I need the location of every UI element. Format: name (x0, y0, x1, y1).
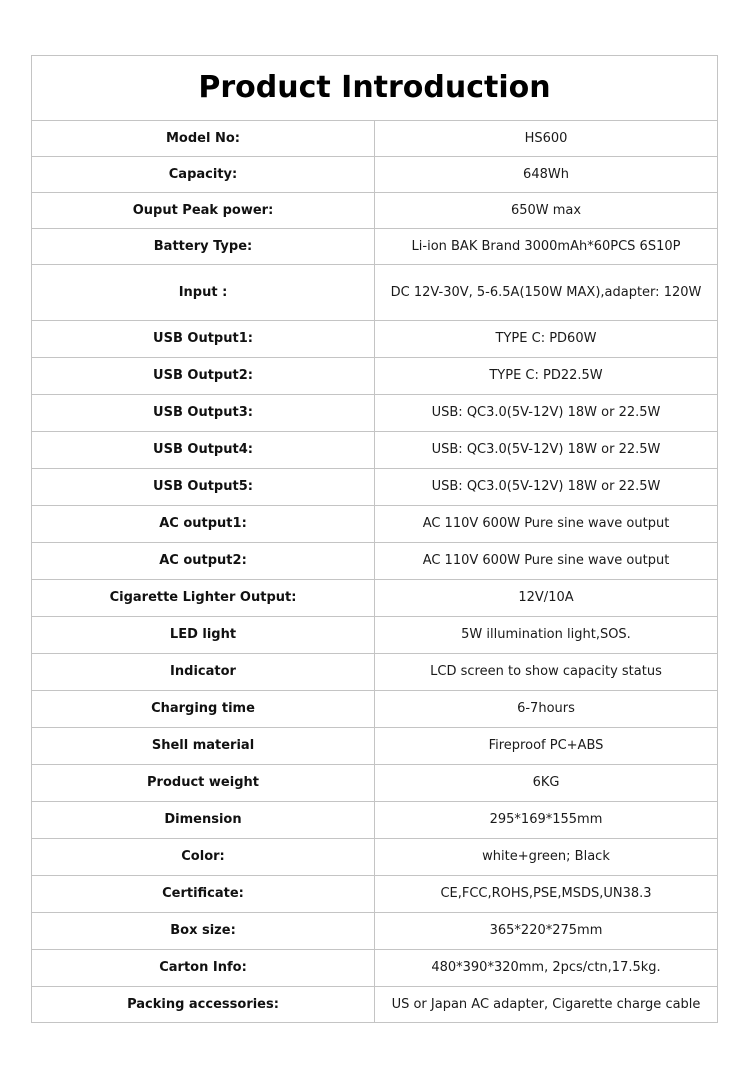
spec-value: white+green; Black (375, 839, 718, 876)
spec-value: LCD screen to show capacity status (375, 654, 718, 691)
spec-label: Battery Type: (32, 229, 375, 265)
spec-value: USB: QC3.0(5V-12V) 18W or 22.5W (375, 395, 718, 432)
spec-label: Box size: (32, 913, 375, 950)
table-row (32, 121, 718, 157)
table-row (32, 765, 718, 802)
spec-value: CE,FCC,ROHS,PSE,MSDS,UN38.3 (375, 876, 718, 913)
table-row (32, 913, 718, 950)
spec-value: AC 110V 600W Pure sine wave output (375, 506, 718, 543)
table-row (32, 876, 718, 913)
spec-value: TYPE C: PD60W (375, 321, 718, 358)
spec-label: AC output1: (32, 506, 375, 543)
spec-label: USB Output5: (32, 469, 375, 506)
spec-value: Li-ion BAK Brand 3000mAh*60PCS 6S10P (375, 229, 718, 265)
spec-label: Charging time (32, 691, 375, 728)
table-row (32, 157, 718, 193)
spec-value: Fireproof PC+ABS (375, 728, 718, 765)
spec-label: Cigarette Lighter Output: (32, 580, 375, 617)
page-title: Product Introduction (32, 56, 718, 121)
spec-value: 12V/10A (375, 580, 718, 617)
table-row (32, 802, 718, 839)
spec-value: USB: QC3.0(5V-12V) 18W or 22.5W (375, 469, 718, 506)
table-row (32, 395, 718, 432)
spec-label: Packing accessories: (32, 987, 375, 1023)
spec-value: 6-7hours (375, 691, 718, 728)
spec-label: Indicator (32, 654, 375, 691)
spec-label: Model No: (32, 121, 375, 157)
spec-value: DC 12V-30V, 5-6.5A(150W MAX),adapter: 120W (375, 265, 718, 321)
spec-value: 5W illumination light,SOS. (375, 617, 718, 654)
table-row (32, 229, 718, 265)
spec-label: USB Output1: (32, 321, 375, 358)
spec-label: USB Output2: (32, 358, 375, 395)
table-row (32, 691, 718, 728)
table-row (32, 321, 718, 358)
spec-value: USB: QC3.0(5V-12V) 18W or 22.5W (375, 432, 718, 469)
table-row (32, 728, 718, 765)
spec-label: Dimension (32, 802, 375, 839)
spec-label: Color: (32, 839, 375, 876)
table-row (32, 432, 718, 469)
spec-value: 6KG (375, 765, 718, 802)
spec-value: HS600 (375, 121, 718, 157)
table-row (32, 358, 718, 395)
spec-label: AC output2: (32, 543, 375, 580)
spec-label: Product weight (32, 765, 375, 802)
table-row (32, 950, 718, 987)
table-row (32, 654, 718, 691)
spec-label: Input : (32, 265, 375, 321)
spec-label: USB Output3: (32, 395, 375, 432)
spec-label: USB Output4: (32, 432, 375, 469)
table-row (32, 469, 718, 506)
spec-value: TYPE C: PD22.5W (375, 358, 718, 395)
spec-value: 650W max (375, 193, 718, 229)
spec-label: Certificate: (32, 876, 375, 913)
table-row (32, 265, 718, 321)
spec-label: LED light (32, 617, 375, 654)
product-spec-table (31, 55, 718, 1023)
table-row (32, 543, 718, 580)
table-row (32, 987, 718, 1023)
table-row (32, 580, 718, 617)
spec-value: US or Japan AC adapter, Cigarette charge cable (375, 987, 718, 1023)
spec-label: Capacity: (32, 157, 375, 193)
title-row (32, 56, 718, 121)
spec-label: Ouput Peak power: (32, 193, 375, 229)
spec-label: Carton Info: (32, 950, 375, 987)
spec-value: 295*169*155mm (375, 802, 718, 839)
spec-value: 365*220*275mm (375, 913, 718, 950)
spec-value: 480*390*320mm, 2pcs/ctn,17.5kg. (375, 950, 718, 987)
table-row (32, 506, 718, 543)
spec-value: AC 110V 600W Pure sine wave output (375, 543, 718, 580)
table-row (32, 617, 718, 654)
spec-value: 648Wh (375, 157, 718, 193)
spec-label: Shell material (32, 728, 375, 765)
table-row (32, 839, 718, 876)
table-row (32, 193, 718, 229)
